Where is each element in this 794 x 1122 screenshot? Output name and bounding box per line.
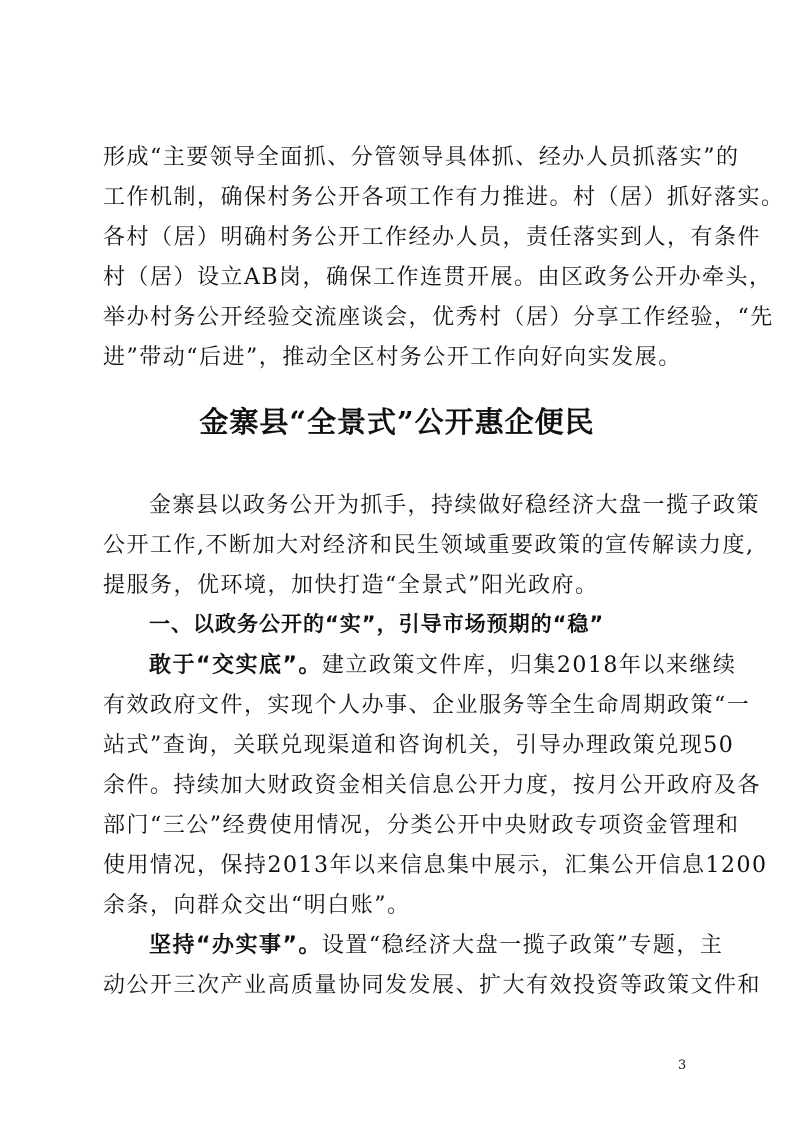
text-line: 进”带动“后进”，推动全区村务公开工作向好向实发展。: [103, 345, 682, 370]
text-line: 使用情况，保持2013年以来信息集中展示，汇集公开信息1200: [103, 853, 768, 878]
paragraph-lead: 敢于“交实底”。: [149, 653, 322, 678]
text-line: 金寨县以政务公开为抓手，持续做好稳经济大盘一揽子政策: [149, 493, 761, 518]
article-title: 金寨县“全景式”公开惠企便民: [199, 405, 595, 439]
text-line: 有效政府文件，实现个人办事、企业服务等全生命周期政策“一: [103, 693, 751, 718]
text-line: 公开工作,不断加大对经济和民生领域重要政策的宣传解读力度,: [103, 533, 755, 558]
page-number: 3: [678, 1058, 687, 1073]
section-heading: 一、以政务公开的“实”，引导市场预期的“稳”: [149, 612, 605, 636]
paragraph-text: 设置“稳经济大盘一揽子政策”专题，主: [321, 933, 724, 958]
text-line: 形成“主要领导全面抓、分管领导具体抓、经办人员抓落实”的: [103, 145, 740, 170]
paragraph-lead: 坚持“办实事”。: [149, 933, 322, 958]
text-line: 站式”查询，关联兑现渠道和咨询机关，引导办理政策兑现50: [103, 733, 735, 758]
text-line: 余件。持续加大财政资金相关信息公开力度，按月公开政府及各: [103, 773, 762, 798]
text-line: 工作机制，确保村务公开各项工作有力推进。村（居）抓好落实。: [103, 185, 785, 210]
text-line: 举办村务公开经验交流座谈会，优秀村（居）分享工作经验，“先: [103, 305, 774, 330]
paragraph-text: 建立政策文件库，归集2018年以来继续: [321, 653, 737, 678]
text-line: 各村（居）明确村务公开工作经办人员，责任落实到人，有条件: [103, 225, 762, 250]
text-line: 动公开三次产业高质量协同发发展、扩大有效投资等政策文件和: [103, 973, 762, 998]
text-line: 提服务，优环境，加快打造“全景式”阳光政府。: [103, 573, 599, 598]
text-line: 余条，向群众交出“明白账”。: [103, 893, 411, 918]
text-line: 村（居）设立AB岗，确保工作连贯开展。由区政务公开办牵头，: [103, 265, 773, 290]
text-line: [149, 648, 737, 679]
text-line: 部门“三公”经费使用情况，分类公开中央财政专项资金管理和: [103, 813, 740, 838]
text-line: [149, 928, 724, 959]
